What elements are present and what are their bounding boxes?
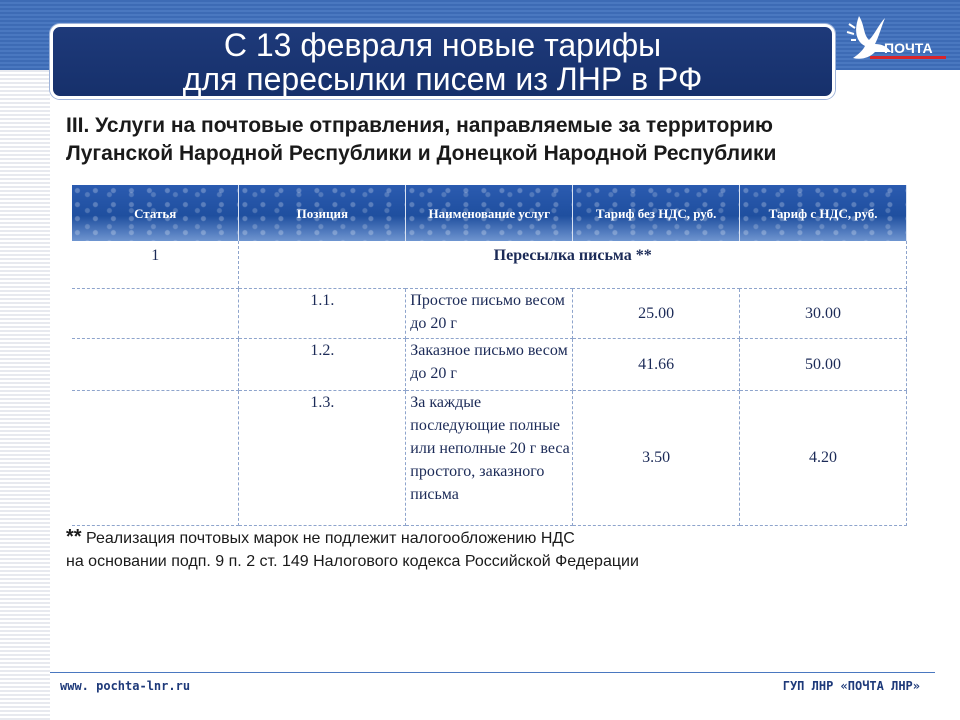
footer-website[interactable]: www. pochta-lnr.ru [60,679,191,693]
logo-underline [870,56,946,59]
row-position: 1.2. [239,338,406,390]
row-article-cell [72,338,239,390]
footnote-line-2: на основании подп. 9 п. 2 ст. 149 Налогового кодекса Российской Федерации [66,553,639,570]
footnote [66,526,886,573]
row-tariff-vat: 50.00 [740,338,907,390]
group-article: 1 [72,241,239,288]
row-position: 1.3. [239,390,406,525]
row-position: 1.1. [239,288,406,338]
title-line-2: для пересылки писем из ЛНР в РФ [182,60,703,97]
logo-text: ПОЧТА [884,40,933,56]
header-tariff-vat: Тариф с НДС, руб. [740,185,907,241]
row-service-name: За каждые последующие полные или неполные 20 г веса простого, заказного письма [406,390,573,525]
header-position: Позиция [239,185,406,241]
header-tariff-no-vat: Тариф без НДС, руб. [573,185,740,241]
footer-organization: ГУП ЛНР «ПОЧТА ЛНР» [782,679,920,693]
footer-divider [50,672,935,673]
table-header-row [72,185,907,241]
footnote-stars: ** [66,526,82,548]
section-heading [66,112,926,168]
row-article-cell [72,288,239,338]
table-group-row [72,241,907,288]
title-banner [50,24,835,99]
row-service-name: Простое письмо весом до 20 г [406,288,573,338]
row-tariff-no-vat: 41.66 [573,338,740,390]
footnote-text-1: Реализация почтовых марок не подлежит налогообложению НДС [81,530,575,547]
row-tariff-no-vat: 25.00 [573,288,740,338]
footnote-line-1 [66,526,886,550]
header-service-name: Наименование услуг [406,185,573,241]
row-tariff-vat: 30.00 [740,288,907,338]
table-row [72,338,907,390]
table-row [72,288,907,338]
header-article: Статья [72,185,239,241]
row-tariff-no-vat: 3.50 [573,390,740,525]
row-tariff-vat: 4.20 [740,390,907,525]
group-name: Пересылка письма ** [239,241,907,288]
section-heading-line-1: III. Услуги на почтовые отправления, направляемые за территорию [66,114,773,137]
left-stripes [0,70,50,720]
tariff-table [72,185,907,526]
row-article-cell [72,390,239,525]
row-service-name: Заказное письмо весом до 20 г [406,338,573,390]
section-heading-line-2: Луганской Народной Республики и Донецкой Народной Республики [66,142,777,165]
table-row [72,390,907,525]
title-line-1: С 13 февраля новые тарифы [223,26,662,63]
